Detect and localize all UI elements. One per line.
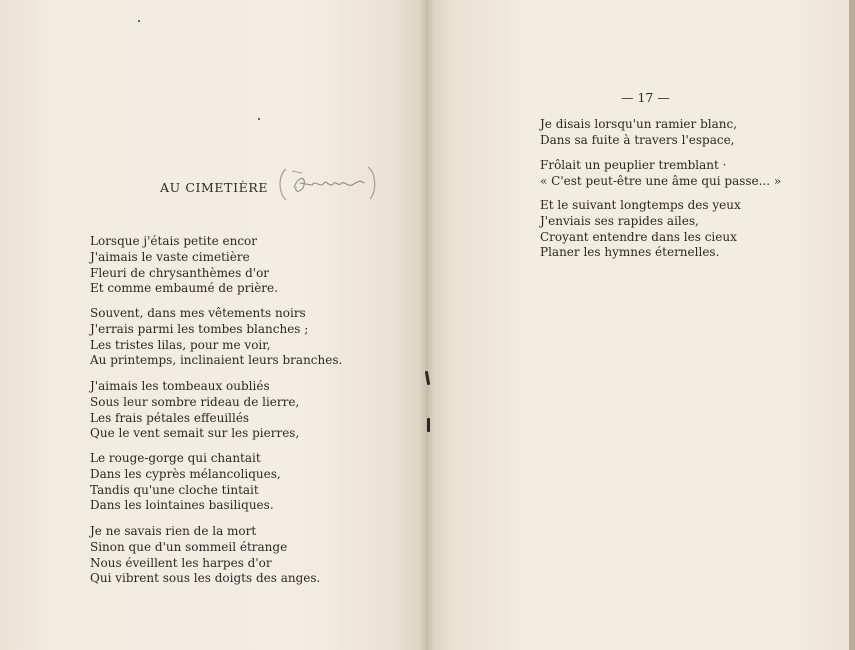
verse-line: Sinon que d'un sommeil étrange <box>90 539 288 554</box>
stanza-3 <box>90 379 299 442</box>
page-edge <box>849 0 855 650</box>
verse-line: Et le suivant longtemps des yeux <box>540 198 741 212</box>
verse-line: Dans sa fuite à travers l'espace, <box>540 132 735 147</box>
stanza-5 <box>90 524 320 587</box>
verse-line: Croyant entendre dans les cieux <box>540 229 737 244</box>
verse-line: Les tristes lilas, pour me voir, <box>90 337 271 352</box>
verse-line: Planer les hymnes éternelles. <box>540 245 720 260</box>
binding-stitch <box>427 418 430 432</box>
verse-line: J'errais parmi les tombes blanches ; <box>90 321 309 336</box>
verse-line: Je ne savais rien de la mort <box>90 524 257 538</box>
stanza-4 <box>90 451 281 514</box>
verse-line: Et comme embaumé de prière. <box>90 281 278 296</box>
verse-line: Au printemps, inclinaient leurs branches. <box>90 353 343 368</box>
stanza-right-2 <box>540 158 781 190</box>
pencil-annotation <box>272 163 384 205</box>
verse-line: Qui vibrent sous les doigts des anges. <box>90 571 321 586</box>
verse-line: Tandis qu'une cloche tintait <box>90 482 259 497</box>
paper-speck <box>138 20 140 22</box>
book-gutter <box>418 0 434 650</box>
verse-line: Que le vent semait sur les pierres, <box>90 426 300 441</box>
poem-title: AU CIMETIÈRE <box>160 180 269 195</box>
verse-line: Je disais lorsqu'un ramier blanc, <box>540 117 738 131</box>
verse-line: « C'est peut-être une âme qui passe... » <box>540 173 782 188</box>
verse-line: Sous leur sombre rideau de lierre, <box>90 394 300 409</box>
stanza-2 <box>90 306 342 369</box>
verse-line: J'aimais les tombeaux oubliés <box>90 379 270 393</box>
verse-line: Dans les cyprès mélancoliques, <box>90 466 281 481</box>
paper-speck <box>258 118 260 120</box>
verse-line: Fleuri de chrysanthèmes d'or <box>90 265 270 280</box>
page-number: — 17 — <box>621 90 670 105</box>
verse-line: Les frais pétales effeuillés <box>90 410 250 425</box>
stanza-right-1 <box>540 117 737 149</box>
verse-line: Souvent, dans mes vêtements noirs <box>90 306 306 320</box>
left-page <box>0 0 426 650</box>
stanza-right-3 <box>540 198 741 261</box>
verse-line: Nous éveillent les harpes d'or <box>90 555 272 570</box>
verse-line: Le rouge-gorge qui chantait <box>90 451 261 465</box>
verse-line: Lorsque j'étais petite encor <box>90 234 258 248</box>
verse-line: Dans les lointaines basiliques. <box>90 498 274 513</box>
verse-line: J'enviais ses rapides ailes, <box>540 213 699 228</box>
stanza-1 <box>90 234 278 297</box>
verse-line: J'aimais le vaste cimetière <box>90 249 250 264</box>
verse-line: Frôlait un peuplier tremblant · <box>540 158 727 172</box>
